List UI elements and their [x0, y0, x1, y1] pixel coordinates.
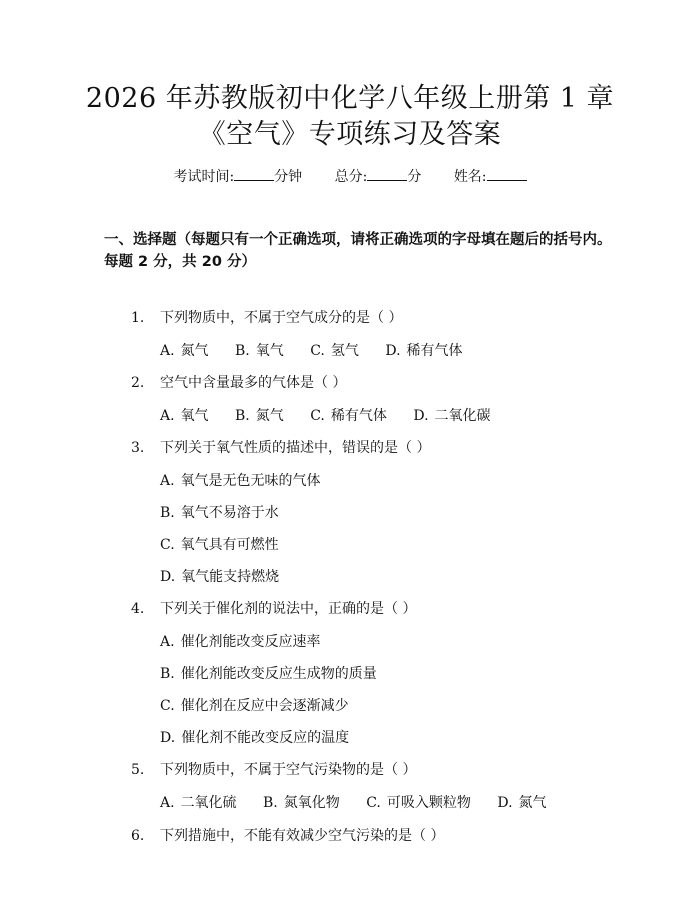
- option-a: A. 二氧化硫: [160, 795, 237, 811]
- question-text: 下列关于催化剂的说法中，正确的是（ ）: [160, 601, 417, 617]
- option-b: B. 氧气不易溶于水: [160, 505, 279, 521]
- document-title-line2: 《空气》专项练习及答案: [198, 119, 502, 150]
- option-c: C. 催化剂在反应中会逐渐减少: [160, 698, 349, 714]
- option-d: D. 氮气: [497, 795, 547, 811]
- option-a: A. 氮气: [160, 343, 209, 359]
- question-text: 下列物质中，不属于空气污染物的是（ ）: [160, 762, 417, 778]
- option-b: B. 氮氧化物: [263, 795, 340, 811]
- option-d: D. 催化剂不能改变反应的温度: [160, 730, 350, 746]
- question-number: 2.: [131, 375, 145, 391]
- time-unit: 分钟: [274, 169, 303, 185]
- time-field: [173, 169, 306, 185]
- question-text: 空气中含量最多的气体是（ ）: [160, 375, 347, 391]
- option-c: C. 氧气具有可燃性: [160, 537, 279, 553]
- name-label: 姓名:: [453, 169, 487, 185]
- question-number: 3.: [131, 440, 145, 456]
- name-field: [454, 169, 527, 185]
- question-number: 1.: [131, 310, 145, 326]
- option-b: B. 氮气: [235, 408, 284, 424]
- question-text: 下列措施中，不能有效减少空气污染的是（ ）: [160, 828, 445, 844]
- option-a: A. 催化剂能改变反应速率: [160, 634, 321, 650]
- question-number: 5.: [131, 762, 145, 778]
- question-text: 下列物质中，不属于空气成分的是（ ）: [160, 310, 403, 326]
- option-b: B. 氧气: [235, 343, 284, 359]
- document-title-line1: 2026 年苏教版初中化学八年级上册第 1 章: [85, 83, 615, 114]
- option-a: A. 氧气是无色无味的气体: [160, 473, 321, 489]
- exam-meta: [0, 167, 700, 187]
- option-row: [160, 793, 569, 813]
- score-field: [335, 169, 426, 185]
- option-d: D. 二氧化碳: [413, 408, 491, 424]
- option-row: [160, 406, 513, 426]
- option-d: D. 稀有气体: [385, 343, 463, 359]
- time-blank: [234, 167, 274, 181]
- time-label: 考试时间:: [173, 169, 235, 185]
- question-number: 4.: [131, 601, 145, 617]
- option-b: B. 催化剂能改变反应生成物的质量: [160, 666, 377, 682]
- section-heading-choice: 一、选择题（每题只有一个正确选项，请将正确选项的字母填在题后的括号内。每题 2 分，共 20 分）: [104, 232, 612, 270]
- name-blank: [487, 167, 527, 181]
- option-c: C. 稀有气体: [310, 408, 387, 424]
- option-a: A. 氧气: [160, 408, 209, 424]
- option-d: D. 氧气能支持燃烧: [160, 569, 280, 585]
- question-text: 下列关于氧气性质的描述中，错误的是（ ）: [160, 440, 431, 456]
- question-number: 6.: [131, 828, 145, 844]
- option-c: C. 氢气: [310, 343, 359, 359]
- option-row: [160, 341, 485, 361]
- score-unit: 分: [407, 169, 422, 185]
- option-c: C. 可吸入颗粒物: [366, 795, 471, 811]
- score-blank: [367, 167, 407, 181]
- score-label: 总分:: [334, 169, 368, 185]
